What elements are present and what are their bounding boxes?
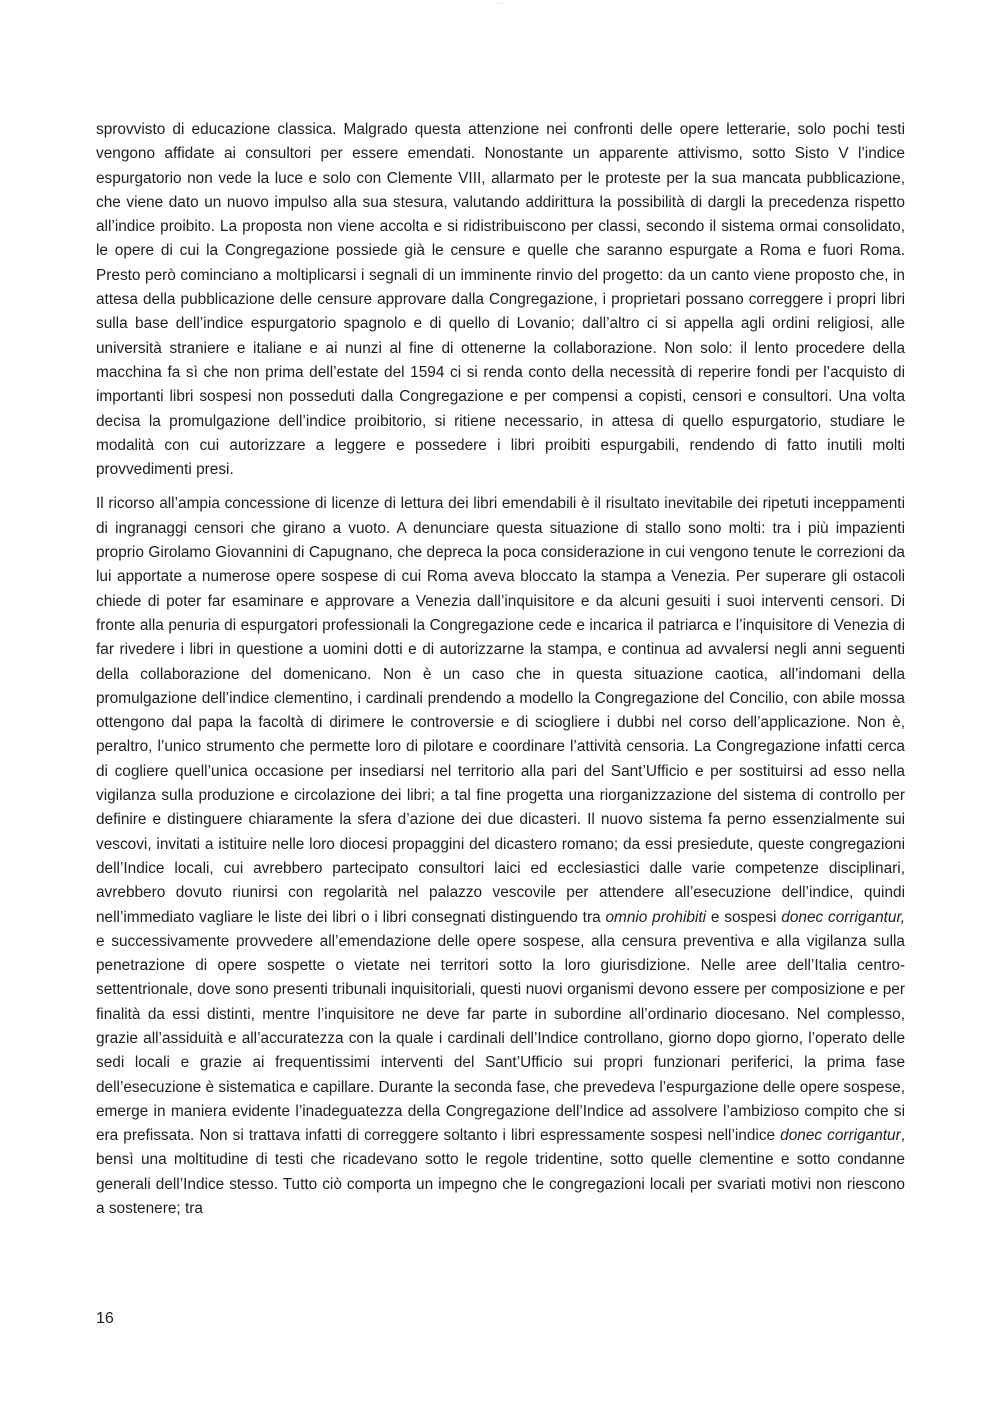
paragraph-2-text-1: Il ricorso all’ampia concessione di licenze di lettura dei libri emendabili è il risultato inevitabile dei ripetuti inceppamenti di ingranaggi censori che girano a vuoto. A denunciare questa situazione di stallo sono molti: tra i più impazienti proprio Girolamo Giovannini di Capugnano, che depreca la poca considerazione in cui vengono tenute le correzioni da lui apportate a numerose opere sospese di cui Roma aveva bloccato la stampa a Venezia. Per superare gli ostacoli chiede di poter far esaminare e approvare a Venezia dall’inquisitore e da alcuni gesuiti i suoi interventi censori. Di fronte alla penuria di espurgatori professionali la Congregazione cede e incarica il patriarca e l’inquisitore di Venezia di far rivedere i libri in questione a uomini dotti e di autorizzarne la stampa, e continua ad avvalersi negli anni seguenti della collaborazione del domenicano. Non è un caso che in questa situazione caotica, all’indomani della promulgazione dell’indice clementino, i cardinali prendendo a modello la Congregazione del Concilio, con abile mossa ottengono dal papa la facoltà di dirimere le controversie e di sciogliere i dubbi nel corso dell’applicazione. Non è, peraltro, l’unico strumento che permette loro di pilotare e coordinare l’attività censoria. La Congregazione infatti cerca di cogliere quell’unica occasione per insediarsi nel territorio alla pari del Sant’Ufficio e per sostituirsi ad esso nella vigilanza sulla produzione e circolazione dei libri; a tal fine progetta una riorganizzazione del sistema di controllo per definire e distinguere chiaramente la sfera d’azione dei due dicasteri. Il nuovo sistema fa perno essenzialmente sui vescovi, invitati a istituire nelle loro diocesi propaggini del dicastero romano; da essi presiedute, queste congregazioni dell’Indice locali, cui avrebbero partecipato consultori laici ed ecclesiastici dalle varie competenze disciplinari, avrebbero dovuto riunirsi con regolarità nel palazzo vescovile per attendere all’esecuzione dell’indice, quindi nell’immediato vagliare le liste dei libri o i libri consegnati distinguendo tra xyxy=(96,495,905,926)
paragraph-2 xyxy=(96,492,905,1221)
paragraph-2-text-4: , bensì una moltitudine di testi che ricadevano sotto le regole tridentine, sotto quelle clementine e sotto condanne generali dell’Indice stesso. Tutto ciò comporta un impegno che le congregazioni locali per svariati motivi non riescono a sostenere; tra xyxy=(96,1127,905,1218)
paragraph-2-italic-donec-corrigantur: donec corrigantur, xyxy=(781,908,906,926)
header-mark: — — xyxy=(496,1,504,5)
paragraph-2-text-2: e sospesi xyxy=(706,908,782,926)
paragraph-2-italic-omnio-prohibiti: omnio prohibiti xyxy=(605,908,707,926)
paragraph-2-italic-donec-corrigantur-2: donec corrigantur xyxy=(780,1127,901,1145)
body-text xyxy=(96,118,905,1221)
paragraph-1: sprovvisto di educazione classica. Malgrado questa attenzione nei confronti delle opere letterarie, solo pochi testi vengono affidate ai consultori per essere emendati. Nonostante un apparente attivismo, sotto Sisto V l’indice espurgatorio non vede la luce e solo con Clemente VIII, allarmato per le proteste per la sua mancata pubblicazione, che viene dato un nuovo impulso alla sua stesura, valutando addirittura la possibilità di dargli la precedenza rispetto all’indice proibito. La proposta non viene accolta e si ridistribuiscono per classi, secondo il sistema ormai consolidato, le opere di cui la Congregazione possiede già le censure e quelle che saranno espurgate a Roma e fuori Roma. Presto però cominciano a moltiplicarsi i segnali di un imminente rinvio del progetto: da un canto viene proposto che, in attesa della pubblicazione delle censure approvare dalla Congregazione, i proprietari possano correggere i propri libri sulla base dell’indice espurgatorio spagnolo e di quello di Lovanio; dall’altro ci si appella agli ordini religiosi, alle università straniere e italiane e ai nunzi al fine di ottenerne la collaborazione. Non solo: il lento procedere della macchina fa sì che non prima dell’estate del 1594 ci si renda conto della necessità di reperire fondi per l’acquisto di importanti libri sospesi non posseduti dalla Congregazione e per compensi a copisti, censori e consultori. Una volta decisa la promulgazione dell’indice proibitorio, si ritiene necessario, in attesa di quello espurgatorio, studiare le modalità con cui autorizzare a leggere e possedere i libri proibiti espurgabili, rendendo di fatto inutili molti provvedimenti presi. xyxy=(96,121,905,479)
paragraph-2-text-3: e successivamente provvedere all’emendazione delle opere sospese, alla censura preventiva e alla vigilanza sulla penetrazione di opere sospette o vietate nei territori sotto la loro giurisdizione. Nelle aree dell’Italia centro-settentrionale, dove sono presenti tribunali inquisitoriali, questi nuovi organismi devono essere per composizione e per finalità da essi distinti, mentre l’inquisitore ne deve far parte in subordine all’ordinario diocesano. Nel complesso, grazie all’assiduità e all’accuratezza con la quale i cardinali dell’Indice controllano, giorno dopo giorno, l’operato delle sedi locali e grazie ai frequentissimi interventi del Sant’Ufficio sui propri funzionari periferici, la prima fase dell’esecuzione è sistematica e capillare. Durante la seconda fase, che prevedeva l’espurgazione delle opere sospese, emerge in maniera evidente l’inadeguatezza della Congregazione dell’Indice ad assolvere l’ambizioso compito che si era prefissata. Non si trattava infatti di correggere soltanto i libri espressamente sospesi nell’indice xyxy=(96,932,905,1145)
page-number: 16 xyxy=(96,1310,114,1327)
